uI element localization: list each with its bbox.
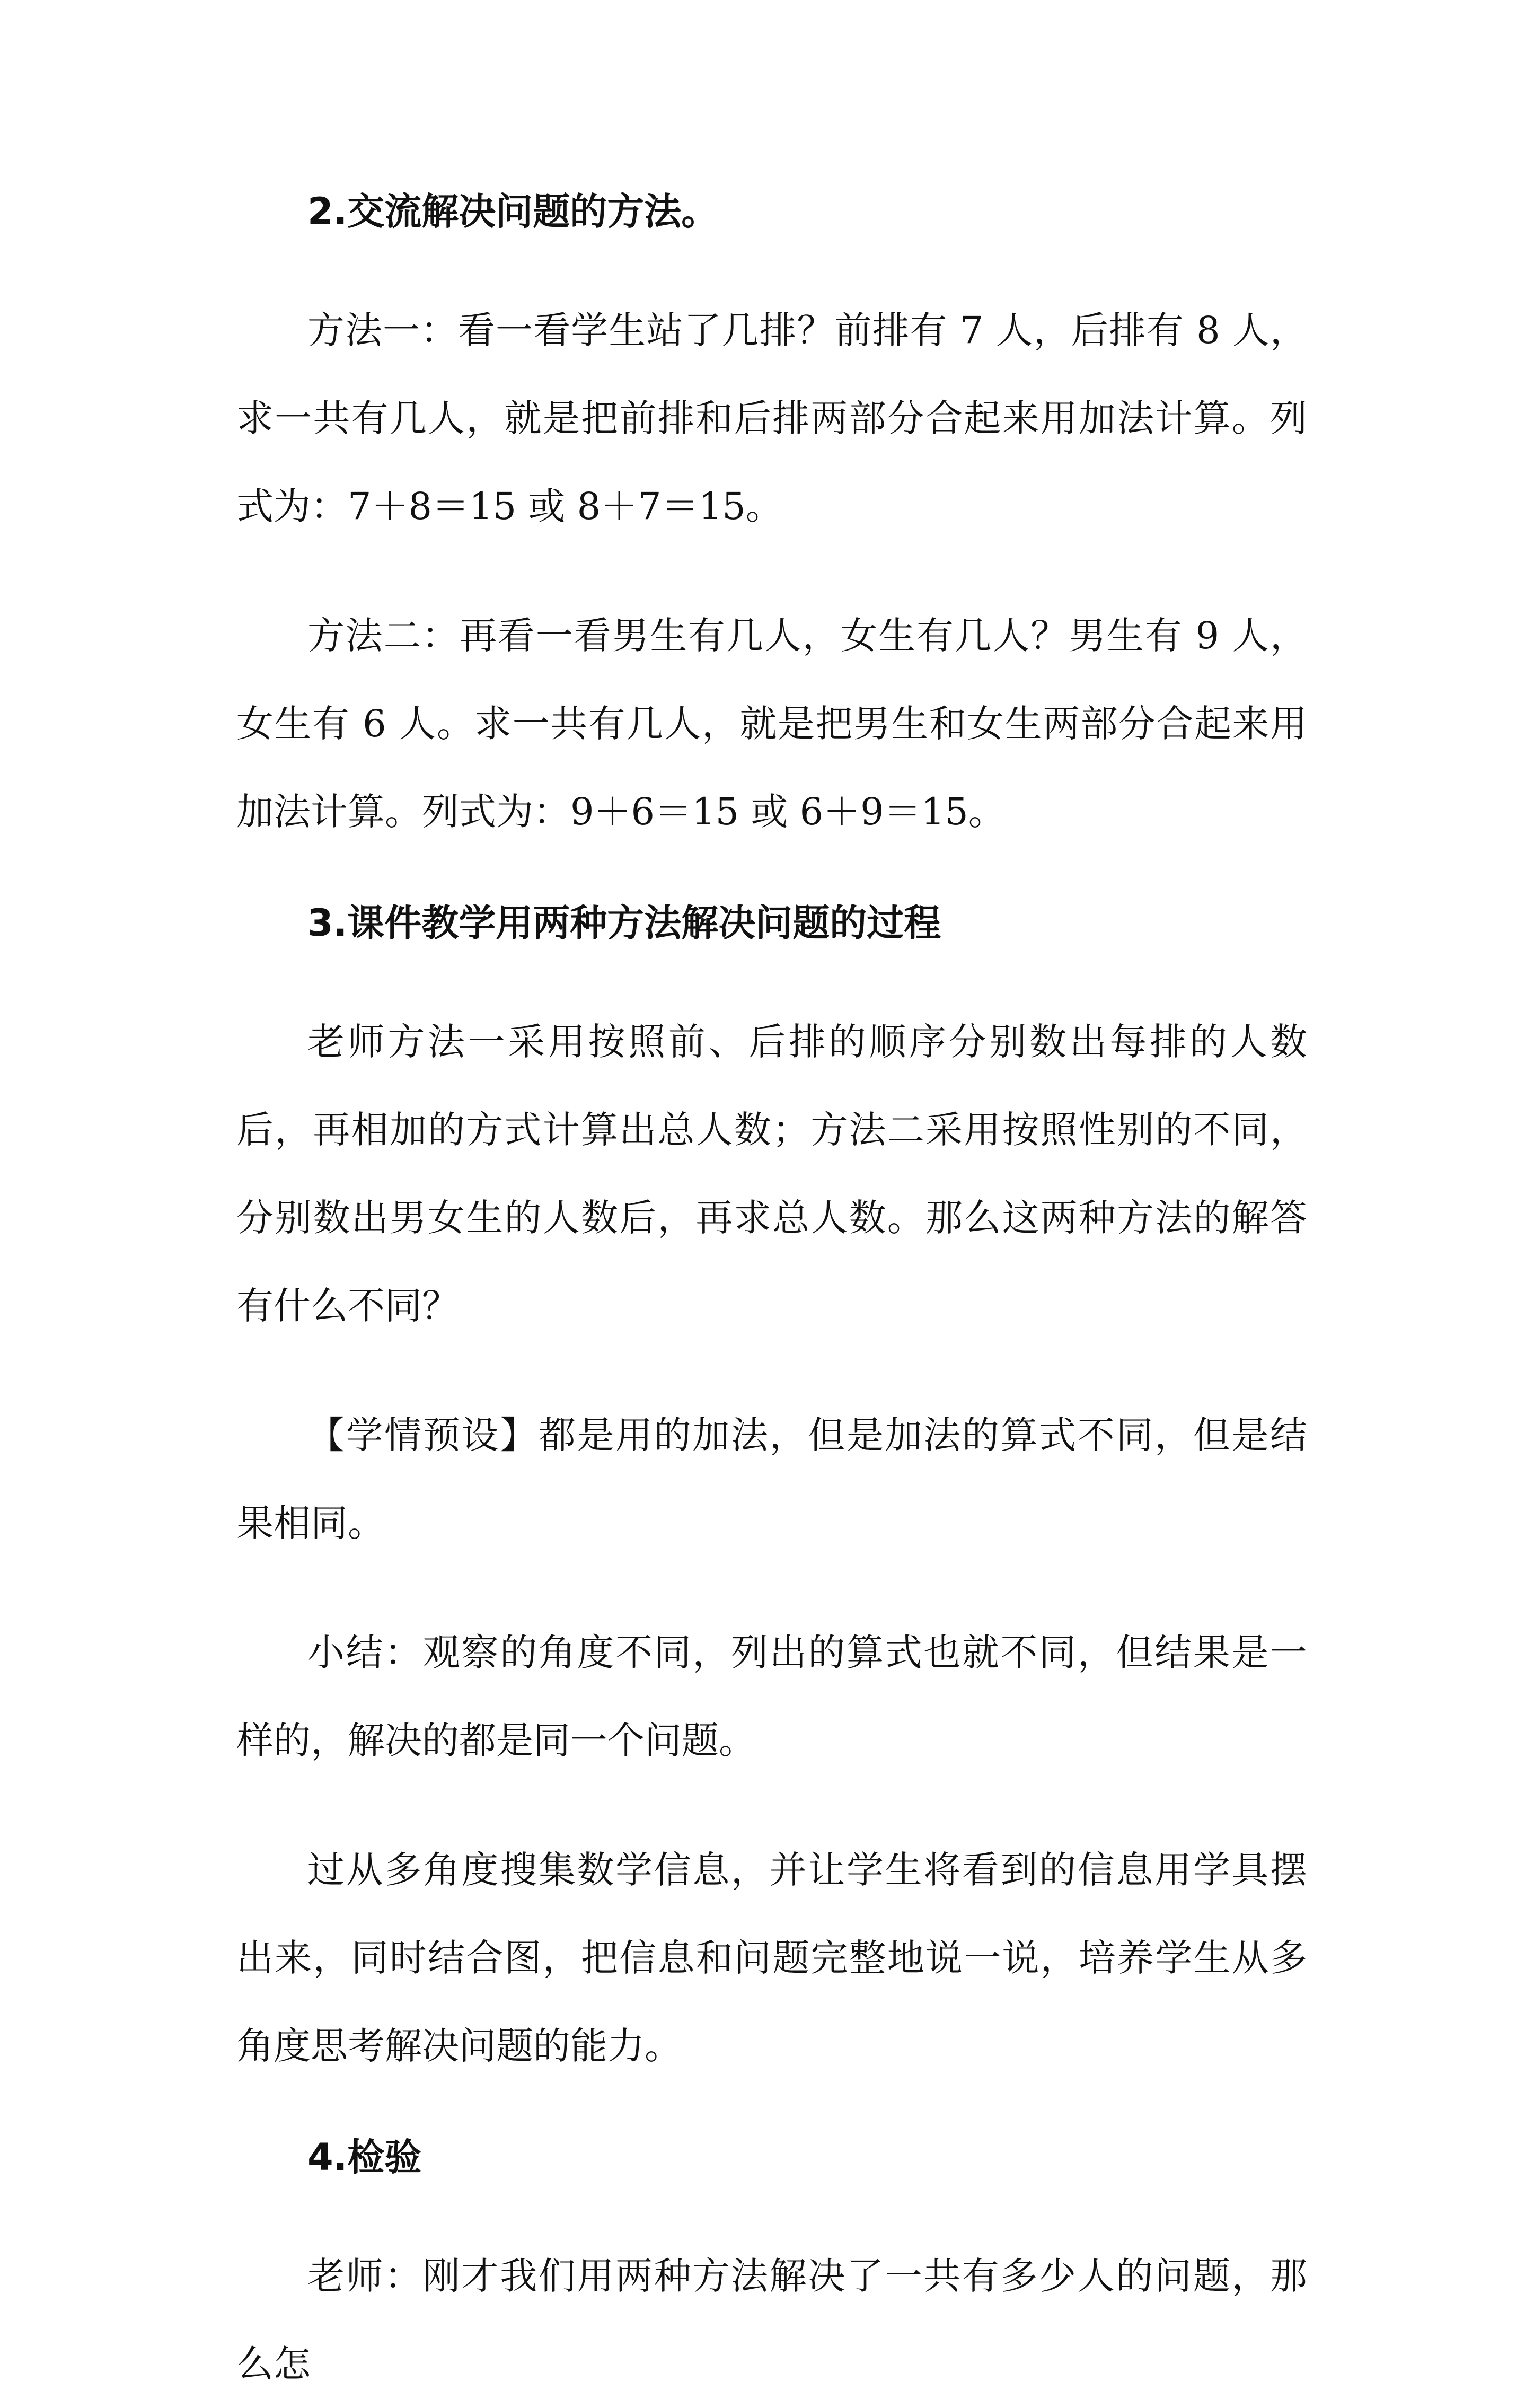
paragraph-learning-preset: 【学情预设】都是用的加法，但是加法的算式不同，但是结果相同。	[236, 1413, 1307, 1545]
document-body	[236, 186, 1307, 2408]
paragraph-teacher-check: 老师：刚才我们用两种方法解决了一共有多少人的问题，那么怎	[236, 2254, 1307, 2386]
paragraph-design-intent: 过从多角度搜集数学信息，并让学生将看到的信息用学具摆出来，同时结合图，把信息和问题完整地说一说，培养学生从多角度思考解决问题的能力。	[236, 1848, 1307, 2068]
paragraph-summary: 小结：观察的角度不同，列出的算式也就不同，但结果是一样的，解决的都是同一个问题。	[236, 1631, 1307, 1762]
paragraph-method-two: 方法二：再看一看男生有几人，女生有几人？男生有 9 人，女生有 6 人。求一共有几人，就是把男生和女生两部分合起来用加法计算。列式为：9＋6＝15 或 6＋9＝15。	[236, 614, 1307, 833]
paragraph-method-one: 方法一：看一看学生站了几排？前排有 7 人，后排有 8 人，求一共有几人，就是把前排和后排两部分合起来用加法计算。列式为：7＋8＝15 或 8＋7＝15。	[236, 309, 1307, 528]
section-heading-2: 2.交流解决问题的方法。	[307, 190, 719, 233]
paragraph-teacher-question: 老师方法一采用按照前、后排的顺序分别数出每排的人数后，再相加的方式计算出总人数；方法二采用按照性别的不同，分别数出男女生的人数后，再求总人数。那么这两种方法的解答有什么不同？	[236, 1020, 1307, 1328]
section-heading-3: 3.课件教学用两种方法解决问题的过程	[307, 901, 941, 945]
section-heading-4: 4.检验	[307, 2135, 422, 2179]
